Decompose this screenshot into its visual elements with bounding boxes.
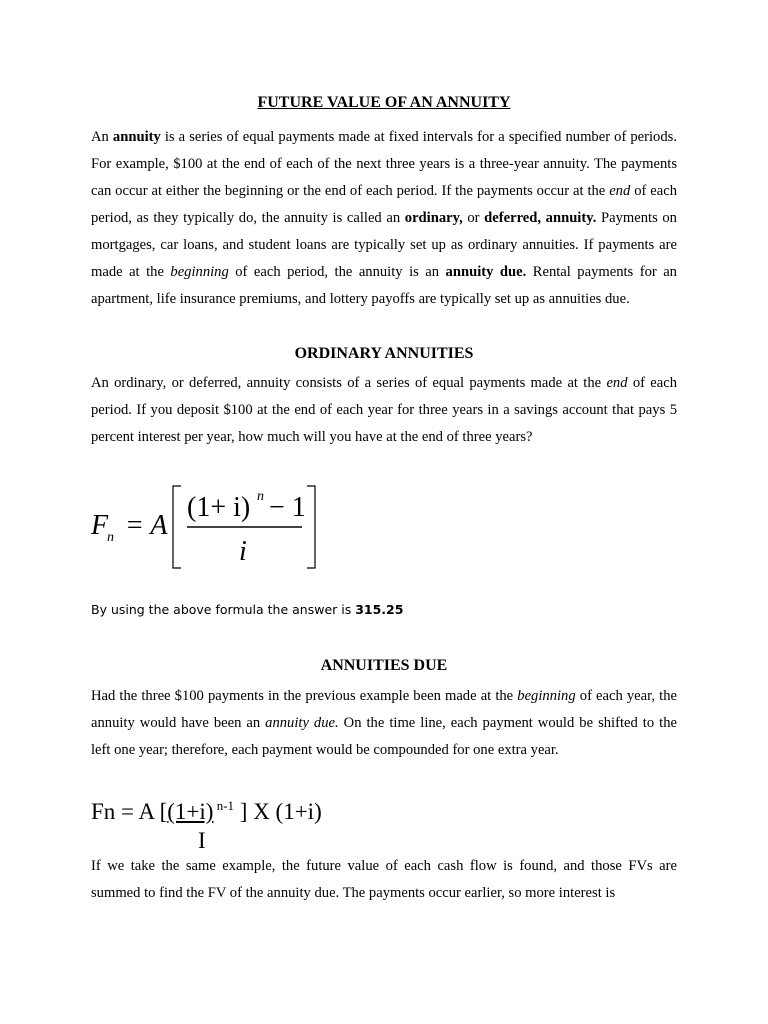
formula-numerator-tail: − 1 [269,492,306,523]
due-paragraph-2: If we take the same example, the future value of each cash flow is found, and those FVs are summed to find the FV of the annuity due. The payments occur earlier, so more interest is [91,858,677,901]
text-run: of each year, the annuity would have been an [91,688,677,731]
answer-text: By using the above formula the answer is [91,602,356,617]
formula-lhs: Fn = A [ [91,799,168,824]
formula-numerator-base: (1+ i) [187,492,251,523]
emphasis-end: end [609,183,631,199]
section-heading-due: ANNUITIES DUE [320,657,448,674]
formula-exponent: n-1 [213,798,235,813]
ordinary-paragraph [91,370,677,451]
emphasis-annuity-due: annuity due. [265,715,339,731]
text-run: An ordinary, or deferred, annuity consists of a series of equal payments made at the [91,375,607,391]
emphasis-beginning: beginning [170,264,229,280]
formula-eq-a: = A [125,510,168,541]
section-heading-ordinary: ORDINARY ANNUITIES [294,345,474,362]
formula-denominator: I [198,828,206,853]
text-run: or [462,210,485,226]
formula-tail: ] X (1+i) [234,799,322,824]
term-ordinary: ordinary, [404,210,463,226]
emphasis-beginning: beginning [517,688,576,704]
emphasis-end: end [606,375,628,391]
formula-numerator: (1+i) [167,799,214,824]
text-run: of each period, as they typically do, the annuity is called an [91,183,677,226]
intro-paragraph [91,124,677,313]
left-bracket [173,486,181,568]
text-run: On the time line, each payment would be shifted to the left one year; therefore, each payment would be compounded for one extra year. [91,715,677,758]
formula-sub-n: n [107,530,114,545]
ordinary-annuity-formula [91,482,331,572]
right-bracket [307,486,315,568]
text-run: An [91,129,113,145]
answer-value: 315.25 [355,602,404,617]
text-run: Rental payments for an apartment, life insurance premiums, and lottery payoffs are typically set up as annuities due. [91,264,677,307]
formula-denominator: i [239,536,247,567]
annuity-due-formula [91,798,391,858]
text-run: is a series of equal payments made at fixed intervals for a specified number of periods. For example, $100 at the end of each of the next three years is a three-year annuity. The payments can occur at either the beginning or the end of each period. If the payments occur at the [91,129,677,199]
text-run: Had the three $100 payments in the previous example been made at the [91,688,518,704]
due-paragraph [91,683,677,764]
answer-line [91,602,403,617]
term-annuity: annuity [112,129,161,145]
text-run: Payments on mortgages, car loans, and student loans are typically set up as ordinary annuities. If payments are made at the [91,210,677,280]
formula-f: F [91,510,109,541]
formula-exponent: n [257,489,264,504]
page-title: FUTURE VALUE OF AN ANNUITY [257,94,511,111]
term-deferred-annuity: deferred, annuity. [484,210,597,226]
text-run: of each period, the annuity is an [228,264,446,280]
formula-line [91,798,322,825]
text-run: of each period. If you deposit $100 at the end of each year for three years in a savings account that pays 5 percent interest per year, how much will you have at the end of three years? [91,375,678,445]
term-annuity-due: annuity due. [445,264,527,280]
